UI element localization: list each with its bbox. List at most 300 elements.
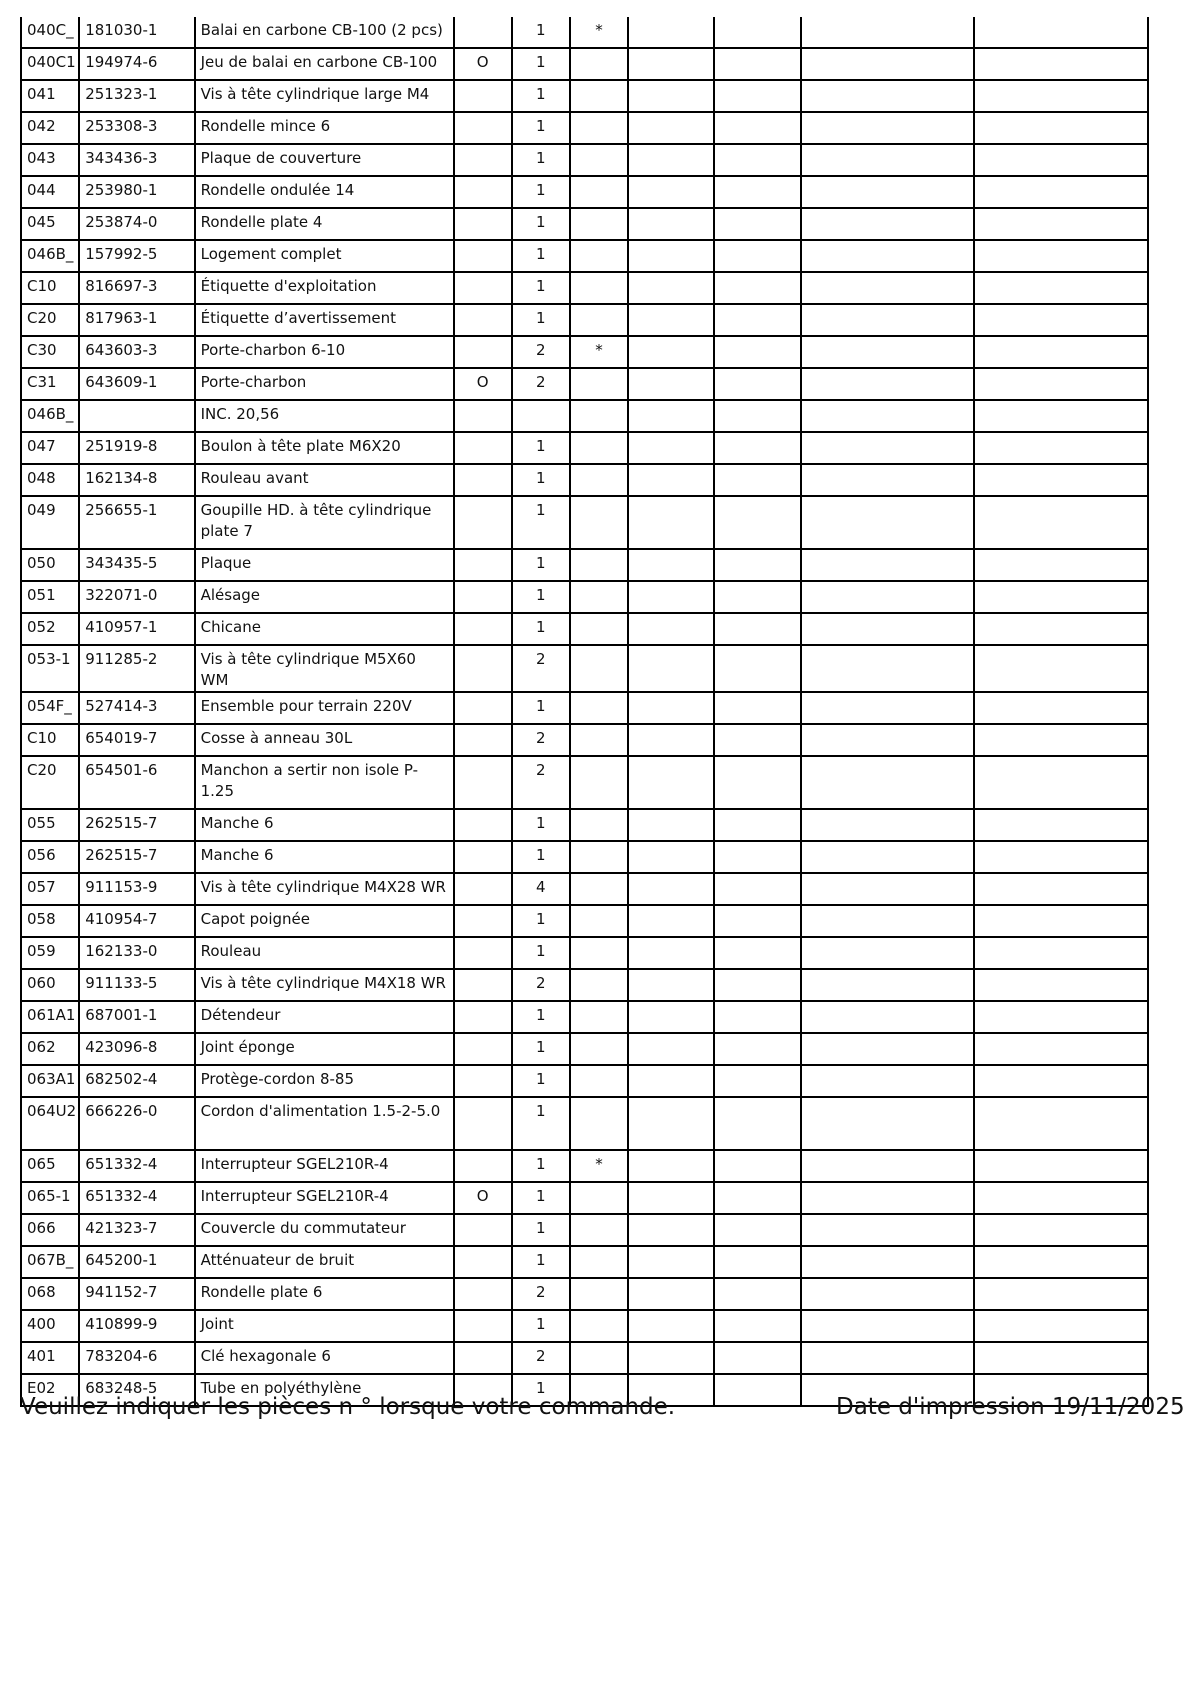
empty-cell <box>628 809 714 841</box>
empty-cell <box>628 336 714 368</box>
quantity-cell: 1 <box>512 937 570 969</box>
empty-cell <box>974 400 1148 432</box>
empty-cell <box>714 1214 800 1246</box>
option-cell: O <box>454 48 512 80</box>
print-date: Date d'impression 19/11/2025 <box>836 1394 1185 1420</box>
empty-cell <box>628 873 714 905</box>
option-cell <box>454 692 512 724</box>
item-number-cell: E02 <box>21 1374 79 1406</box>
empty-cell <box>801 208 975 240</box>
description-cell: Cosse à anneau 30L <box>195 724 454 756</box>
option-cell <box>454 1065 512 1097</box>
empty-cell <box>628 272 714 304</box>
table-row <box>21 368 1148 400</box>
table-row <box>21 464 1148 496</box>
marker-cell <box>570 1214 628 1246</box>
empty-cell <box>628 1097 714 1150</box>
option-cell <box>454 17 512 48</box>
quantity-cell: 1 <box>512 809 570 841</box>
quantity-cell: 1 <box>512 1182 570 1214</box>
table-row <box>21 272 1148 304</box>
option-cell <box>454 724 512 756</box>
empty-cell <box>801 756 975 809</box>
quantity-cell: 1 <box>512 208 570 240</box>
quantity-cell: 1 <box>512 905 570 937</box>
description-cell: Étiquette d’avertissement <box>195 304 454 336</box>
option-cell <box>454 112 512 144</box>
empty-cell <box>714 496 800 549</box>
part-number-cell: 251323-1 <box>79 80 194 112</box>
empty-cell <box>801 581 975 613</box>
description-cell: Rouleau <box>195 937 454 969</box>
empty-cell <box>628 1342 714 1374</box>
item-number-cell: C31 <box>21 368 79 400</box>
marker-cell <box>570 1342 628 1374</box>
option-cell <box>454 1310 512 1342</box>
quantity-cell: 1 <box>512 304 570 336</box>
marker-cell <box>570 1097 628 1150</box>
empty-cell <box>714 841 800 873</box>
option-cell <box>454 937 512 969</box>
table-row <box>21 240 1148 272</box>
empty-cell <box>714 969 800 1001</box>
table-row <box>21 304 1148 336</box>
option-cell <box>454 1097 512 1150</box>
item-number-cell: 060 <box>21 969 79 1001</box>
order-instruction-note: Veuillez indiquer les pièces n ° lorsque votre commande. <box>20 1394 676 1420</box>
marker-cell <box>570 496 628 549</box>
option-cell <box>454 144 512 176</box>
table-row <box>21 969 1148 1001</box>
empty-cell <box>714 304 800 336</box>
empty-cell <box>974 809 1148 841</box>
option-cell <box>454 613 512 645</box>
marker-cell <box>570 208 628 240</box>
empty-cell <box>628 1033 714 1065</box>
marker-cell <box>570 724 628 756</box>
description-cell: Boulon à tête plate M6X20 <box>195 432 454 464</box>
empty-cell <box>714 905 800 937</box>
empty-cell <box>801 144 975 176</box>
empty-cell <box>801 1097 975 1150</box>
item-number-cell: 042 <box>21 112 79 144</box>
table-row <box>21 1065 1148 1097</box>
quantity-cell: 2 <box>512 336 570 368</box>
empty-cell <box>801 1150 975 1182</box>
item-number-cell: 046B_ <box>21 400 79 432</box>
item-number-cell: 047 <box>21 432 79 464</box>
part-number-cell: 666226-0 <box>79 1097 194 1150</box>
empty-cell <box>974 1065 1148 1097</box>
part-number-cell: 421323-7 <box>79 1214 194 1246</box>
marker-cell <box>570 176 628 208</box>
empty-cell <box>628 80 714 112</box>
empty-cell <box>974 1150 1148 1182</box>
empty-cell <box>714 809 800 841</box>
quantity-cell: 2 <box>512 724 570 756</box>
marker-cell <box>570 112 628 144</box>
table-row <box>21 112 1148 144</box>
empty-cell <box>801 304 975 336</box>
item-number-cell: 044 <box>21 176 79 208</box>
table-row <box>21 1001 1148 1033</box>
table-row <box>21 48 1148 80</box>
empty-cell <box>801 368 975 400</box>
marker-cell <box>570 937 628 969</box>
description-cell: Clé hexagonale 6 <box>195 1342 454 1374</box>
empty-cell <box>801 841 975 873</box>
empty-cell <box>714 1374 800 1406</box>
part-number-cell: 253874-0 <box>79 208 194 240</box>
empty-cell <box>974 724 1148 756</box>
quantity-cell: 1 <box>512 496 570 549</box>
part-number-cell: 654501-6 <box>79 756 194 809</box>
empty-cell <box>974 432 1148 464</box>
empty-cell <box>974 1342 1148 1374</box>
marker-cell <box>570 905 628 937</box>
option-cell <box>454 581 512 613</box>
part-number-cell: 162133-0 <box>79 937 194 969</box>
empty-cell <box>714 1001 800 1033</box>
item-number-cell: 043 <box>21 144 79 176</box>
empty-cell <box>801 464 975 496</box>
description-cell: Vis à tête cylindrique M5X60 WM <box>195 645 454 692</box>
empty-cell <box>714 272 800 304</box>
marker-cell <box>570 809 628 841</box>
description-cell: Porte-charbon 6-10 <box>195 336 454 368</box>
part-number-cell: 157992-5 <box>79 240 194 272</box>
empty-cell <box>801 272 975 304</box>
empty-cell <box>974 645 1148 692</box>
marker-cell <box>570 48 628 80</box>
quantity-cell: 2 <box>512 1278 570 1310</box>
empty-cell <box>801 937 975 969</box>
empty-cell <box>714 1150 800 1182</box>
part-number-cell: 651332-4 <box>79 1182 194 1214</box>
item-number-cell: C20 <box>21 756 79 809</box>
empty-cell <box>628 1150 714 1182</box>
part-number-cell: 817963-1 <box>79 304 194 336</box>
empty-cell <box>974 969 1148 1001</box>
empty-cell <box>714 368 800 400</box>
empty-cell <box>714 1246 800 1278</box>
empty-cell <box>974 613 1148 645</box>
marker-cell <box>570 368 628 400</box>
empty-cell <box>801 613 975 645</box>
option-cell <box>454 1033 512 1065</box>
empty-cell <box>801 496 975 549</box>
option-cell <box>454 645 512 692</box>
quantity-cell: 2 <box>512 756 570 809</box>
empty-cell <box>974 48 1148 80</box>
table-row <box>21 1246 1148 1278</box>
quantity-cell: 1 <box>512 692 570 724</box>
description-cell: Cordon d'alimentation 1.5-2-5.0 <box>195 1097 454 1150</box>
empty-cell <box>628 496 714 549</box>
empty-cell <box>628 613 714 645</box>
marker-cell <box>570 873 628 905</box>
empty-cell <box>974 272 1148 304</box>
item-number-cell: 049 <box>21 496 79 549</box>
marker-cell <box>570 400 628 432</box>
quantity-cell: 1 <box>512 841 570 873</box>
empty-cell <box>974 304 1148 336</box>
part-number-cell: 682502-4 <box>79 1065 194 1097</box>
table-row <box>21 756 1148 809</box>
empty-cell <box>628 112 714 144</box>
description-cell: Rondelle plate 6 <box>195 1278 454 1310</box>
empty-cell <box>974 1033 1148 1065</box>
marker-cell: * <box>570 17 628 48</box>
table-row <box>21 1310 1148 1342</box>
quantity-cell: 1 <box>512 432 570 464</box>
item-number-cell: 400 <box>21 1310 79 1342</box>
description-cell: Balai en carbone CB-100 (2 pcs) <box>195 17 454 48</box>
part-number-cell: 941152-7 <box>79 1278 194 1310</box>
option-cell <box>454 756 512 809</box>
empty-cell <box>714 1310 800 1342</box>
description-cell: Vis à tête cylindrique M4X18 WR <box>195 969 454 1001</box>
description-cell: Plaque <box>195 549 454 581</box>
quantity-cell: 2 <box>512 368 570 400</box>
empty-cell <box>714 645 800 692</box>
marker-cell <box>570 304 628 336</box>
part-number-cell: 654019-7 <box>79 724 194 756</box>
item-number-cell: C10 <box>21 724 79 756</box>
empty-cell <box>801 80 975 112</box>
option-cell <box>454 272 512 304</box>
table-row <box>21 1214 1148 1246</box>
description-cell: Rondelle ondulée 14 <box>195 176 454 208</box>
part-number-cell: 194974-6 <box>79 48 194 80</box>
part-number-cell: 343435-5 <box>79 549 194 581</box>
empty-cell <box>628 692 714 724</box>
empty-cell <box>628 400 714 432</box>
part-number-cell: 643609-1 <box>79 368 194 400</box>
empty-cell <box>801 240 975 272</box>
item-number-cell: 048 <box>21 464 79 496</box>
marker-cell <box>570 613 628 645</box>
option-cell <box>454 464 512 496</box>
option-cell <box>454 873 512 905</box>
empty-cell <box>714 937 800 969</box>
part-number-cell: 181030-1 <box>79 17 194 48</box>
part-number-cell: 651332-4 <box>79 1150 194 1182</box>
part-number-cell: 343436-3 <box>79 144 194 176</box>
part-number-cell: 911153-9 <box>79 873 194 905</box>
empty-cell <box>801 432 975 464</box>
empty-cell <box>628 304 714 336</box>
empty-cell <box>714 724 800 756</box>
empty-cell <box>714 1342 800 1374</box>
option-cell <box>454 1214 512 1246</box>
option-cell <box>454 549 512 581</box>
option-cell <box>454 336 512 368</box>
item-number-cell: 059 <box>21 937 79 969</box>
description-cell: Rondelle plate 4 <box>195 208 454 240</box>
table-row <box>21 692 1148 724</box>
empty-cell <box>628 756 714 809</box>
description-cell: INC. 20,56 <box>195 400 454 432</box>
empty-cell <box>801 905 975 937</box>
marker-cell <box>570 969 628 1001</box>
empty-cell <box>801 1310 975 1342</box>
table-row <box>21 1342 1148 1374</box>
empty-cell <box>801 724 975 756</box>
quantity-cell: 1 <box>512 1097 570 1150</box>
empty-cell <box>801 336 975 368</box>
empty-cell <box>801 17 975 48</box>
quantity-cell: 2 <box>512 645 570 692</box>
quantity-cell: 1 <box>512 1033 570 1065</box>
table-row <box>21 645 1148 692</box>
item-number-cell: 063A1 <box>21 1065 79 1097</box>
description-cell: Interrupteur SGEL210R-4 <box>195 1150 454 1182</box>
marker-cell: * <box>570 1150 628 1182</box>
empty-cell <box>801 1001 975 1033</box>
empty-cell <box>714 48 800 80</box>
marker-cell <box>570 1001 628 1033</box>
marker-cell <box>570 1278 628 1310</box>
quantity-cell: 2 <box>512 969 570 1001</box>
marker-cell <box>570 1182 628 1214</box>
empty-cell <box>714 17 800 48</box>
item-number-cell: C20 <box>21 304 79 336</box>
empty-cell <box>974 1001 1148 1033</box>
description-cell: Vis à tête cylindrique large M4 <box>195 80 454 112</box>
empty-cell <box>974 368 1148 400</box>
part-number-cell: 683248-5 <box>79 1374 194 1406</box>
table-row <box>21 432 1148 464</box>
description-cell: Étiquette d'exploitation <box>195 272 454 304</box>
empty-cell <box>714 581 800 613</box>
empty-cell <box>714 432 800 464</box>
empty-cell <box>714 873 800 905</box>
part-number-cell: 253308-3 <box>79 112 194 144</box>
empty-cell <box>801 1342 975 1374</box>
empty-cell <box>628 144 714 176</box>
empty-cell <box>801 1182 975 1214</box>
description-cell: Capot poignée <box>195 905 454 937</box>
empty-cell <box>801 549 975 581</box>
empty-cell <box>628 240 714 272</box>
empty-cell <box>974 1310 1148 1342</box>
empty-cell <box>801 400 975 432</box>
parts-table-body <box>21 17 1148 1406</box>
table-row <box>21 841 1148 873</box>
empty-cell <box>974 549 1148 581</box>
empty-cell <box>628 1065 714 1097</box>
item-number-cell: 401 <box>21 1342 79 1374</box>
empty-cell <box>628 1182 714 1214</box>
table-row <box>21 905 1148 937</box>
description-cell: Logement complet <box>195 240 454 272</box>
item-number-cell: 051 <box>21 581 79 613</box>
item-number-cell: 056 <box>21 841 79 873</box>
quantity-cell: 1 <box>512 464 570 496</box>
quantity-cell: 1 <box>512 176 570 208</box>
empty-cell <box>801 969 975 1001</box>
option-cell: O <box>454 1182 512 1214</box>
option-cell <box>454 809 512 841</box>
description-cell: Protège-cordon 8-85 <box>195 1065 454 1097</box>
empty-cell <box>628 1001 714 1033</box>
quantity-cell: 1 <box>512 240 570 272</box>
empty-cell <box>714 1182 800 1214</box>
empty-cell <box>628 432 714 464</box>
table-row <box>21 336 1148 368</box>
table-row <box>21 549 1148 581</box>
empty-cell <box>628 464 714 496</box>
marker-cell <box>570 1065 628 1097</box>
table-row <box>21 144 1148 176</box>
item-number-cell: 053-1 <box>21 645 79 692</box>
quantity-cell: 1 <box>512 1310 570 1342</box>
item-number-cell: 065-1 <box>21 1182 79 1214</box>
marker-cell <box>570 240 628 272</box>
item-number-cell: 046B_ <box>21 240 79 272</box>
empty-cell <box>714 1065 800 1097</box>
option-cell <box>454 400 512 432</box>
marker-cell <box>570 1310 628 1342</box>
part-number-cell: 262515-7 <box>79 809 194 841</box>
item-number-cell: 065 <box>21 1150 79 1182</box>
option-cell <box>454 969 512 1001</box>
empty-cell <box>628 905 714 937</box>
empty-cell <box>714 1033 800 1065</box>
quantity-cell: 1 <box>512 1374 570 1406</box>
part-number-cell: 783204-6 <box>79 1342 194 1374</box>
empty-cell <box>628 1310 714 1342</box>
empty-cell <box>628 1278 714 1310</box>
parts-table <box>20 17 1149 1407</box>
option-cell <box>454 80 512 112</box>
empty-cell <box>801 873 975 905</box>
empty-cell <box>974 756 1148 809</box>
table-row <box>21 724 1148 756</box>
part-number-cell: 256655-1 <box>79 496 194 549</box>
description-cell: Alésage <box>195 581 454 613</box>
item-number-cell: C30 <box>21 336 79 368</box>
marker-cell <box>570 272 628 304</box>
description-cell: Détendeur <box>195 1001 454 1033</box>
empty-cell <box>714 80 800 112</box>
empty-cell <box>974 80 1148 112</box>
empty-cell <box>974 240 1148 272</box>
part-number-cell: 643603-3 <box>79 336 194 368</box>
table-row <box>21 496 1148 549</box>
description-cell: Vis à tête cylindrique M4X28 WR <box>195 873 454 905</box>
description-cell: Goupille HD. à tête cylindrique plate 7 <box>195 496 454 549</box>
table-row <box>21 581 1148 613</box>
marker-cell <box>570 581 628 613</box>
empty-cell <box>801 48 975 80</box>
empty-cell <box>714 208 800 240</box>
empty-cell <box>974 208 1148 240</box>
marker-cell <box>570 1246 628 1278</box>
empty-cell <box>628 724 714 756</box>
item-number-cell: 050 <box>21 549 79 581</box>
empty-cell <box>628 841 714 873</box>
empty-cell <box>974 841 1148 873</box>
part-number-cell: 423096-8 <box>79 1033 194 1065</box>
part-number-cell: 253980-1 <box>79 176 194 208</box>
quantity-cell: 1 <box>512 1001 570 1033</box>
description-cell: Joint éponge <box>195 1033 454 1065</box>
empty-cell <box>628 645 714 692</box>
option-cell <box>454 1278 512 1310</box>
empty-cell <box>628 937 714 969</box>
